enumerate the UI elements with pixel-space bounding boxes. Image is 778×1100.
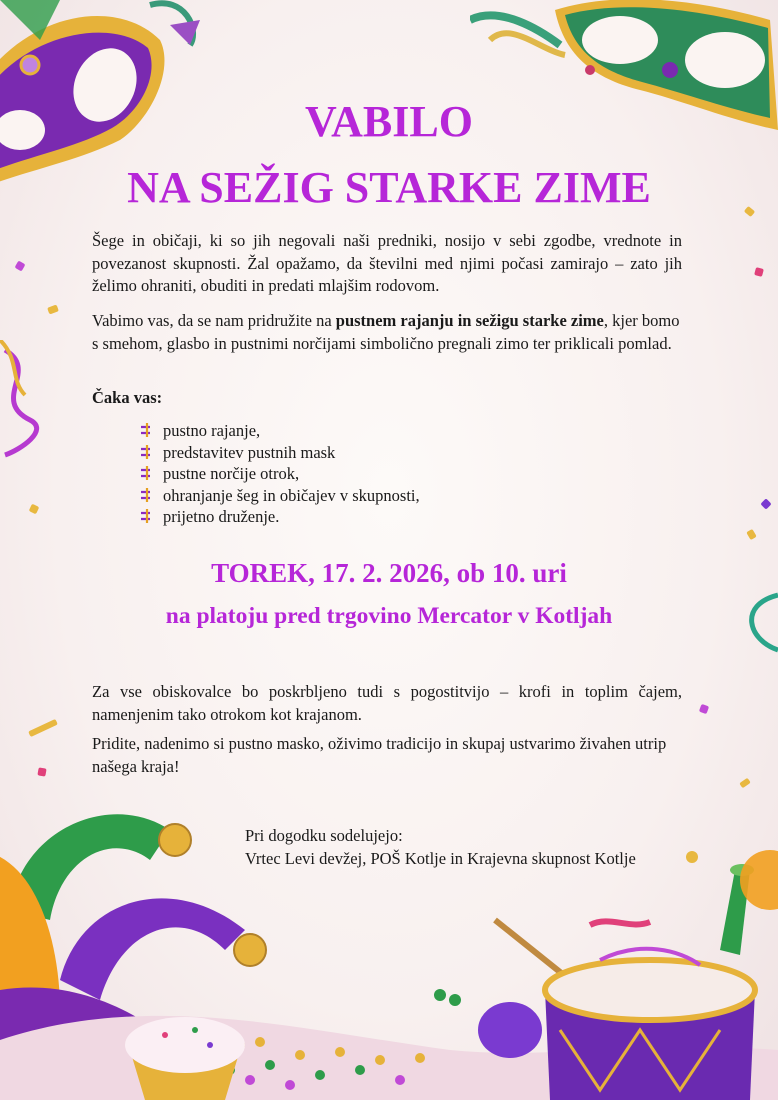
closing-paragraph: Pridite, nadenimo si pustno masko, oživimo tradicijo in skupaj ustvarimo živahen utrip našega kraja! (92, 734, 667, 776)
list-item (140, 485, 420, 507)
refreshments-paragraph: Za vse obiskovalce bo poskrbljeno tudi s pogostitvijo – krofi in toplim čajem, namenjenim tako otrokom kot krajanom. (92, 682, 682, 724)
confetti-icon (699, 704, 709, 714)
bullet-icon (140, 445, 154, 459)
invite-text-end: , kjer bomo s smehom, glasbo in pustnimi norčijami simbolično pregnali zimo ter priklicali pomlad. (92, 311, 680, 353)
program-list (140, 420, 420, 528)
confetti-icon (28, 719, 58, 737)
ribbon-right-icon (738, 590, 778, 670)
list-item (140, 442, 420, 464)
list-item-text: pustno rajanje, (163, 421, 261, 440)
list-item (140, 463, 420, 485)
list-item-text: pustne norčije otrok, (163, 464, 300, 483)
bullet-icon (140, 488, 154, 502)
list-item-text: ohranjanje šeg in običajev v skupnosti, (163, 485, 420, 505)
invite-text-bold: pustnem rajanju in sežigu starke zime (335, 311, 604, 330)
page-title: VABILO (305, 97, 473, 146)
participants-names: Vrtec Levi devžej, POŠ Kotlje in Krajevna skupnost Kotlje (245, 849, 636, 868)
confetti-icon (29, 504, 40, 515)
ribbon-left-icon (0, 340, 50, 460)
event-location: na platoju pred trgovino Mercator v Kotljah (165, 603, 613, 629)
participants-label: Pri dogodku sodelujejo: (245, 826, 403, 845)
confetti-icon (760, 498, 771, 509)
page-subtitle: NA SEŽIG STARKE ZIME (127, 163, 651, 212)
event-datetime: TOREK, 17. 2. 2026, ob 10. uri (211, 558, 567, 588)
invite-text-start: Vabimo vas, da se nam pridružite na (92, 311, 336, 330)
bullet-icon (140, 509, 154, 523)
participants-block (245, 824, 636, 870)
list-item (140, 420, 420, 442)
confetti-icon (47, 305, 59, 315)
bullet-icon (140, 466, 154, 480)
confetti-icon (37, 767, 46, 776)
invite-paragraph (92, 310, 682, 355)
confetti-icon (739, 778, 751, 789)
list-item-text: prijetno druženje. (163, 507, 280, 526)
list-item (140, 506, 420, 528)
confetti-icon (746, 529, 757, 540)
confetti-icon (754, 267, 764, 277)
list-item-text: predstavitev pustnih mask (163, 442, 336, 462)
bullet-icon (140, 423, 154, 437)
intro-paragraph: Šege in običaji, ki so jih negovali naši predniki, nosijo v sebi zgodbe, vrednote in povezanost skupnosti. Žal opažamo, da številni med njimi počasi zamirajo – zato jih želimo ohraniti, obuditi in predati mlajšim rodovom. (92, 231, 682, 295)
program-heading: Čaka vas: (92, 388, 163, 407)
confetti-icon (15, 261, 26, 272)
